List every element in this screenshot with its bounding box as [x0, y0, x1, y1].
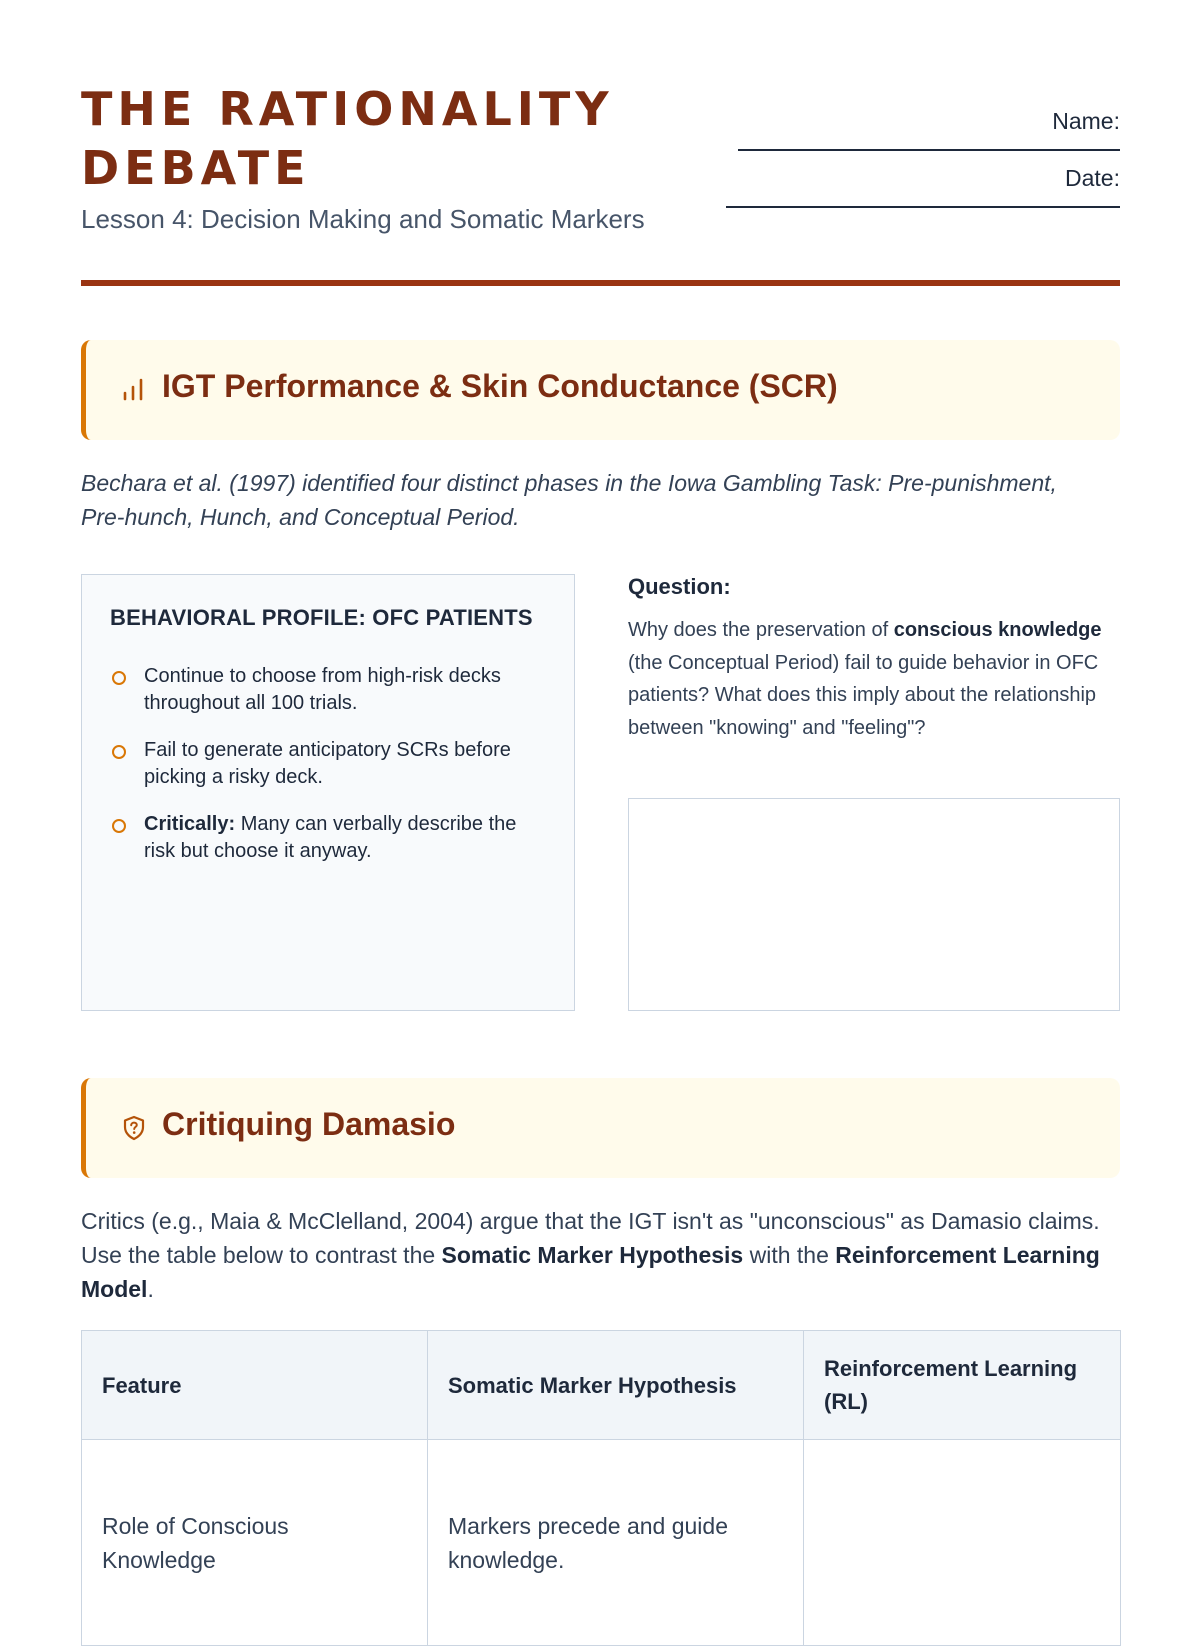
list-item-text: Many can verbally describe the risk but choose it anyway. — [144, 813, 517, 862]
behavioral-profile-box — [81, 574, 575, 1011]
question-heading: Question: — [628, 574, 731, 599]
intro-text: Critics (e.g., Maia & McClelland, 2004) argue that the IGT isn't as "unconscious" as Damasio claims. Use the table below to contrast the — [81, 1208, 1100, 1268]
circle-bullet-icon — [112, 745, 126, 759]
table-cell: Role of Conscious Knowledge — [82, 1440, 428, 1646]
section-banner-critique — [81, 1078, 1120, 1178]
list-item — [110, 737, 550, 791]
comparison-table — [81, 1330, 1121, 1646]
question-text-part: (the Conceptual Period) fail to guide behavior in OFC patients? What does this imply about the relationship between "knowing" and "feeling"? — [628, 651, 1099, 739]
list-item — [110, 811, 550, 865]
intro-text: . — [147, 1276, 154, 1302]
header-divider — [81, 280, 1120, 286]
page-title: THE RATIONALITY DEBATE — [81, 82, 614, 195]
answer-box[interactable] — [628, 798, 1120, 1011]
circle-bullet-icon — [112, 671, 126, 685]
intro-bold: Somatic Marker Hypothesis — [441, 1242, 744, 1268]
intro-text: with the — [743, 1242, 836, 1268]
list-item — [110, 663, 550, 717]
table-header-cell: Feature — [82, 1331, 428, 1440]
header — [81, 80, 1120, 240]
table-row — [82, 1440, 1121, 1646]
question-text-part: Why does the preservation of — [628, 619, 894, 641]
question-text — [628, 614, 1120, 744]
question-block — [628, 574, 1120, 744]
date-line[interactable] — [726, 192, 1120, 208]
table-answer-cell[interactable] — [804, 1440, 1121, 1646]
circle-bullet-icon — [112, 819, 126, 833]
date-label: Date: — [1065, 165, 1120, 191]
table-header-cell: Somatic Marker Hypothesis — [428, 1331, 804, 1440]
shield-question-icon — [120, 1114, 148, 1142]
section-title-critique: Critiquing Damasio — [162, 1106, 456, 1142]
igt-intro: Bechara et al. (1997) identified four distinct phases in the Iowa Gambling Task: Pre-punishment, Pre-hunch, Hunch, and Conceptual Period. — [81, 470, 1057, 530]
list-item-text: Fail to generate anticipatory SCRs before picking a risky deck. — [144, 739, 511, 788]
question-text-bold: conscious knowledge — [893, 619, 1102, 641]
critique-intro — [81, 1204, 1120, 1306]
student-info — [720, 108, 1120, 222]
section-banner-igt — [81, 340, 1120, 440]
list-item-lead: Critically: — [144, 813, 236, 835]
profile-title: BEHAVIORAL PROFILE: OFC PATIENTS — [110, 605, 533, 630]
table-cell: Markers precede and guide knowledge. — [428, 1440, 804, 1646]
bar-chart-icon — [120, 376, 148, 404]
table-header-row — [82, 1331, 1121, 1440]
table-header-cell: Reinforcement Learning (RL) — [804, 1331, 1121, 1440]
name-label: Name: — [1052, 108, 1120, 134]
list-item-text: Continue to choose from high-risk decks throughout all 100 trials. — [144, 665, 501, 714]
section-title-igt: IGT Performance & Skin Conductance (SCR) — [162, 368, 838, 404]
name-line[interactable] — [738, 135, 1120, 151]
profile-list — [110, 663, 550, 885]
lesson-subtitle: Lesson 4: Decision Making and Somatic Markers — [81, 204, 645, 234]
intro-bold: Reinforcement Learning Model — [81, 1242, 1100, 1302]
